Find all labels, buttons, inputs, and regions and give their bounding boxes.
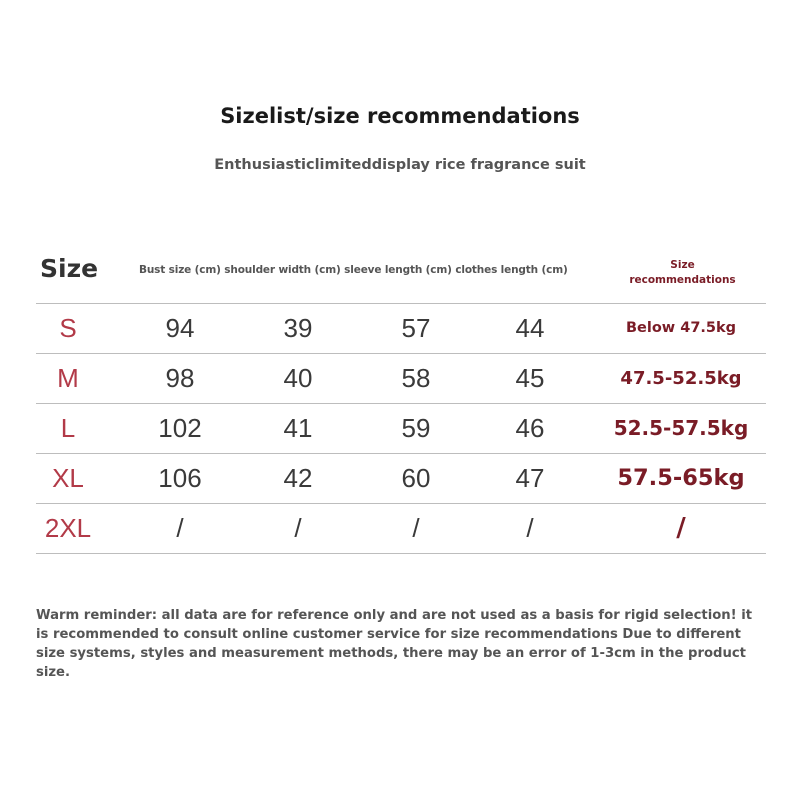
bust-value: 98 [165, 363, 195, 393]
table-row [36, 503, 766, 554]
table-row [36, 403, 766, 453]
recommendation-heading-line-2: recommendations [629, 274, 736, 286]
shoulder-value: 39 [283, 313, 313, 343]
recommendation-value: 52.5-57.5kg [613, 416, 749, 440]
shoulder-value: 42 [283, 463, 313, 493]
size-label: S [59, 313, 77, 343]
length-value: 44 [515, 313, 545, 343]
shoulder-value: / [294, 513, 302, 543]
warm-reminder: Warm reminder: all data are for reference only and are not used as a basis for rigid selection! it is recommended to consult online customer service for size recommendations Due to different size systems, styles and measurement methods, there may be an error of 1-3cm in the product size. [36, 608, 753, 680]
recommendation-value: Below 47.5kg [625, 320, 737, 336]
recommendation-value: 47.5-52.5kg [620, 368, 742, 389]
column-headers: Bust size (cm) shoulder width (cm) sleeve length (cm) clothes length (cm) [139, 264, 568, 276]
length-value: 47 [515, 463, 545, 493]
recommendation-value: / [676, 513, 686, 543]
sleeve-value: 58 [401, 363, 431, 393]
sleeve-value: 57 [401, 313, 431, 343]
size-heading: Size [40, 254, 99, 283]
recommendation-heading [625, 258, 740, 288]
bust-value: 106 [158, 463, 202, 493]
size-table [36, 303, 766, 554]
page-subtitle: Enthusiasticlimiteddisplay rice fragrance suit [214, 157, 586, 173]
bust-value: 102 [158, 413, 202, 443]
page-title: Sizelist/size recommendations [220, 104, 580, 128]
table-row [36, 453, 766, 503]
sleeve-value: 59 [401, 413, 431, 443]
size-label: M [57, 363, 79, 393]
bust-value: 94 [165, 313, 195, 343]
table-row [36, 303, 766, 353]
size-label: XL [52, 463, 84, 493]
bust-value: / [176, 513, 184, 543]
length-value: 46 [515, 413, 545, 443]
table-row [36, 353, 766, 403]
sleeve-value: 60 [401, 463, 431, 493]
recommendation-heading-line-1: Size [670, 259, 695, 271]
shoulder-value: 40 [283, 363, 313, 393]
sleeve-value: / [412, 513, 420, 543]
length-value: / [526, 513, 534, 543]
size-label: L [60, 413, 76, 443]
length-value: 45 [515, 363, 545, 393]
size-label: 2XL [44, 513, 92, 543]
shoulder-value: 41 [283, 413, 313, 443]
recommendation-value: 57.5-65kg [617, 465, 745, 491]
